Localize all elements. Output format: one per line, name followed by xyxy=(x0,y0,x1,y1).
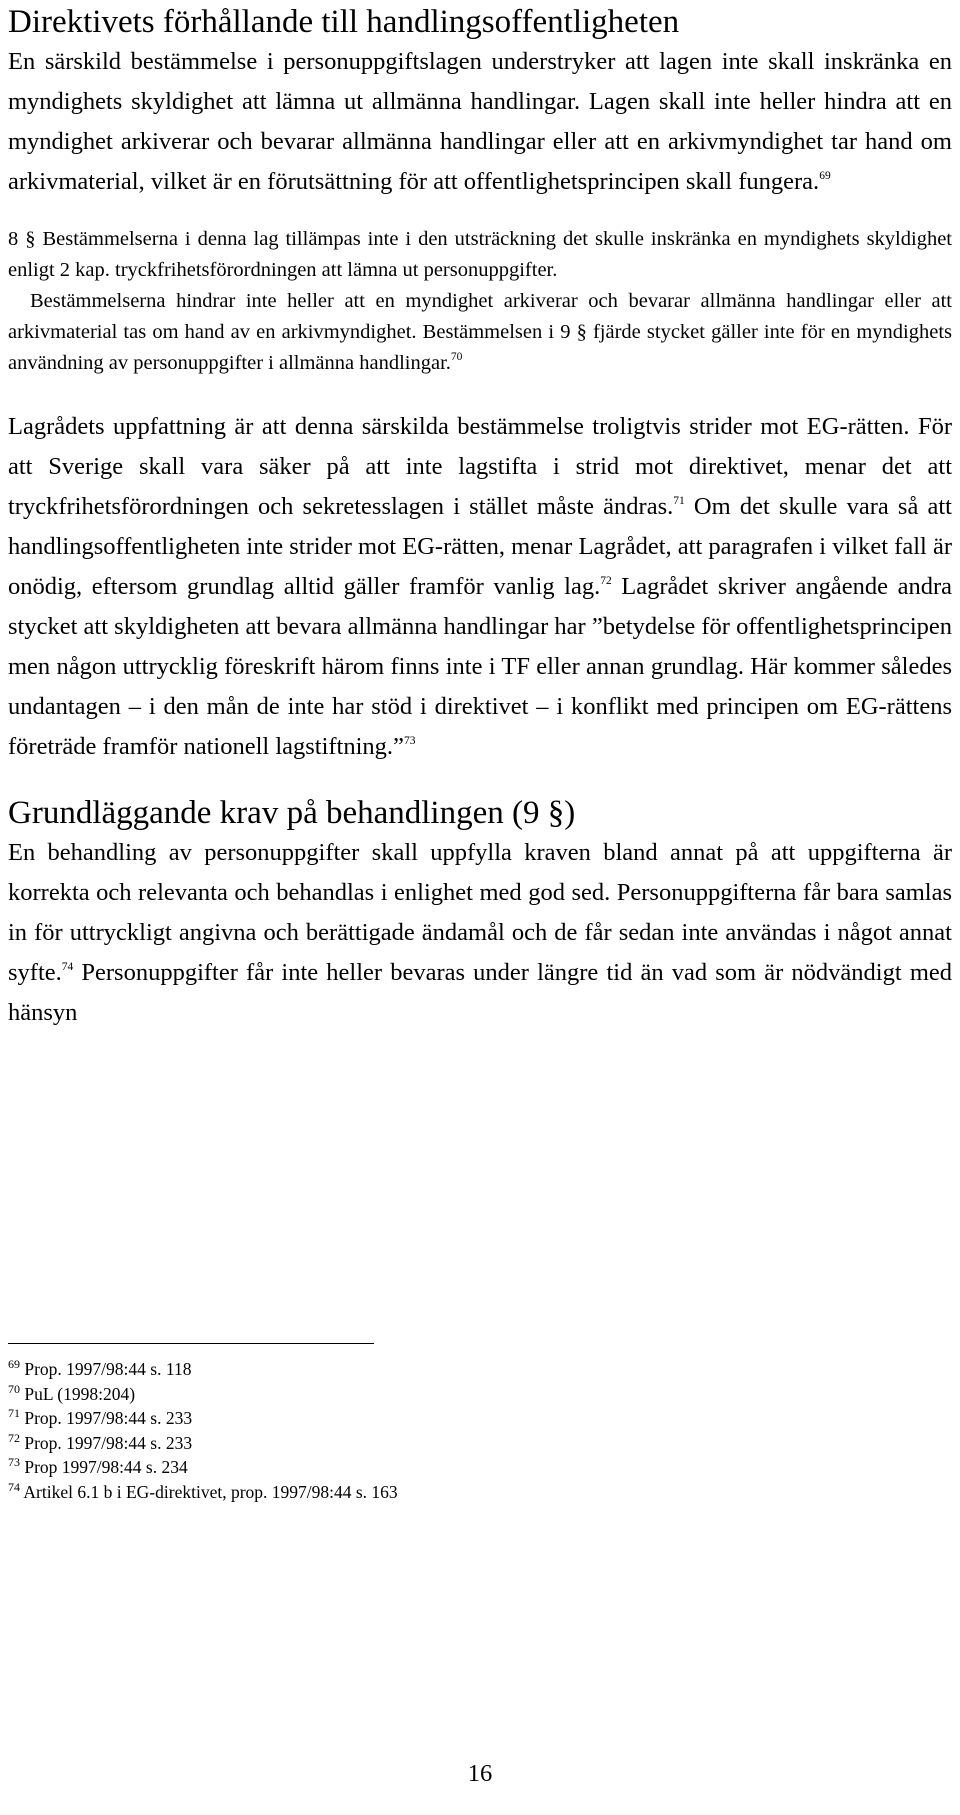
footnote-ref: 72 xyxy=(600,575,612,587)
paragraph-text: En särskild bestämmelse i personuppgiftslagen understryker att lagen inte skall inskränka en myndighets skyldighet att lämna ut allmänna handlingar. Lagen skall inte heller hindra att en myndighet arkiverar och bevarar allmänna handlingar eller att en arkivmyndighet tar hand om arkivmaterial, vilket är en förutsättning för att offentlighetsprincipen skall fungera. xyxy=(8,48,952,195)
paragraph-text: En behandling av personuppgifter skall uppfylla kraven bland annat på att uppgifterna är korrekta och relevanta och behandlas i enlighet med god sed. Personuppgifterna får bara samlas in för uttryckligt angivna och berättigade ändamål och de får sedan inte användas i något annat syfte. xyxy=(8,839,952,986)
footnote-number: 70 xyxy=(8,1381,20,1396)
paragraph xyxy=(8,407,952,767)
footnotes xyxy=(8,1357,398,1504)
footnote xyxy=(8,1357,398,1382)
footnote-text: Prop. 1997/98:44 s. 118 xyxy=(24,1359,192,1379)
footnote-divider xyxy=(8,1343,374,1344)
footnote-ref: 74 xyxy=(61,961,74,973)
footnote-number: 69 xyxy=(8,1357,20,1371)
paragraph xyxy=(8,42,952,202)
footnote-ref: 71 xyxy=(673,495,685,507)
footnote-text: Artikel 6.1 b i EG-direktivet, prop. 1997/98:44 s. 163 xyxy=(23,1481,398,1502)
footnote xyxy=(8,1406,398,1431)
footnote-text: Prop 1997/98:44 s. 234 xyxy=(24,1457,188,1477)
footnote-text: Prop. 1997/98:44 s. 233 xyxy=(24,1432,193,1453)
footnote-text: Prop. 1997/98:44 s. 233 xyxy=(24,1408,193,1428)
quote-paragraph xyxy=(8,286,952,379)
footnote xyxy=(8,1431,398,1456)
paragraph-text: Lagrådets uppfattning är att denna särskilda bestämmelse troligtvis strider mot EG-rätten. För att Sverige skall vara säker på att inte lagstifta i strid mot direktivet, menar det att tryckfrihetsförordningen och sekretesslagen i stället måste ändras. xyxy=(8,413,952,520)
footnote-text: PuL (1998:204) xyxy=(24,1383,136,1404)
footnote xyxy=(8,1382,398,1407)
section-title: Grundläggande krav på behandlingen (9 §) xyxy=(8,795,576,831)
block-quote xyxy=(8,224,952,379)
footnote-number: 74 xyxy=(8,1479,20,1494)
paragraph-text: Personuppgifter får inte heller bevaras under längre tid än vad som är nödvändigt med hänsyn xyxy=(8,959,952,1026)
document-page xyxy=(8,0,952,1787)
quote-paragraph: 8 § Bestämmelserna i denna lag tillämpas inte i den utsträckning det skulle inskränka en myndighets skyldighet enligt 2 kap. tryckfrihetsförordningen att lämna ut personuppgifter. xyxy=(8,228,952,281)
footnote-number: 71 xyxy=(8,1406,20,1420)
footnote-ref: 70 xyxy=(450,351,463,363)
footnote xyxy=(8,1480,398,1505)
footnote-ref: 73 xyxy=(403,735,416,747)
page-number: 16 xyxy=(467,1760,493,1787)
footnote-ref: 69 xyxy=(819,170,831,182)
section-title: Direktivets förhållande till handlingsoffentligheten xyxy=(8,4,680,40)
footnote-number: 73 xyxy=(8,1455,20,1469)
paragraph xyxy=(8,833,952,1033)
footnote-number: 72 xyxy=(8,1430,20,1445)
quote-text: Bestämmelserna hindrar inte heller att en myndighet arkiverar och bevarar allmänna handlingar eller att arkivmaterial tas om hand av en arkivmyndighet. Bestämmelsen i 9 § fjärde stycket gäller inte för en myndighets användning av personuppgifter i allmänna handlingar. xyxy=(8,290,952,374)
paragraph-text: Lagrådet skriver angående andra stycket att skyldigheten att bevara allmänna handlingar har ”betydelse för offentlighetsprincipen men någon uttrycklig föreskrift härom finns inte i TF eller annan grundlag. Här kommer således undantagen – i den mån de inte har stöd i direktivet – i konflikt med principen om EG-rättens företräde framför nationell lagstiftning.” xyxy=(8,573,952,760)
paragraph-text: Om det skulle vara så att handlingsoffentligheten inte strider mot EG-rätten, menar Lagrådet, att paragrafen i vilket fall är onödig, eftersom grundlag alltid gäller framför vanlig lag. xyxy=(8,493,952,600)
footnote xyxy=(8,1455,398,1480)
